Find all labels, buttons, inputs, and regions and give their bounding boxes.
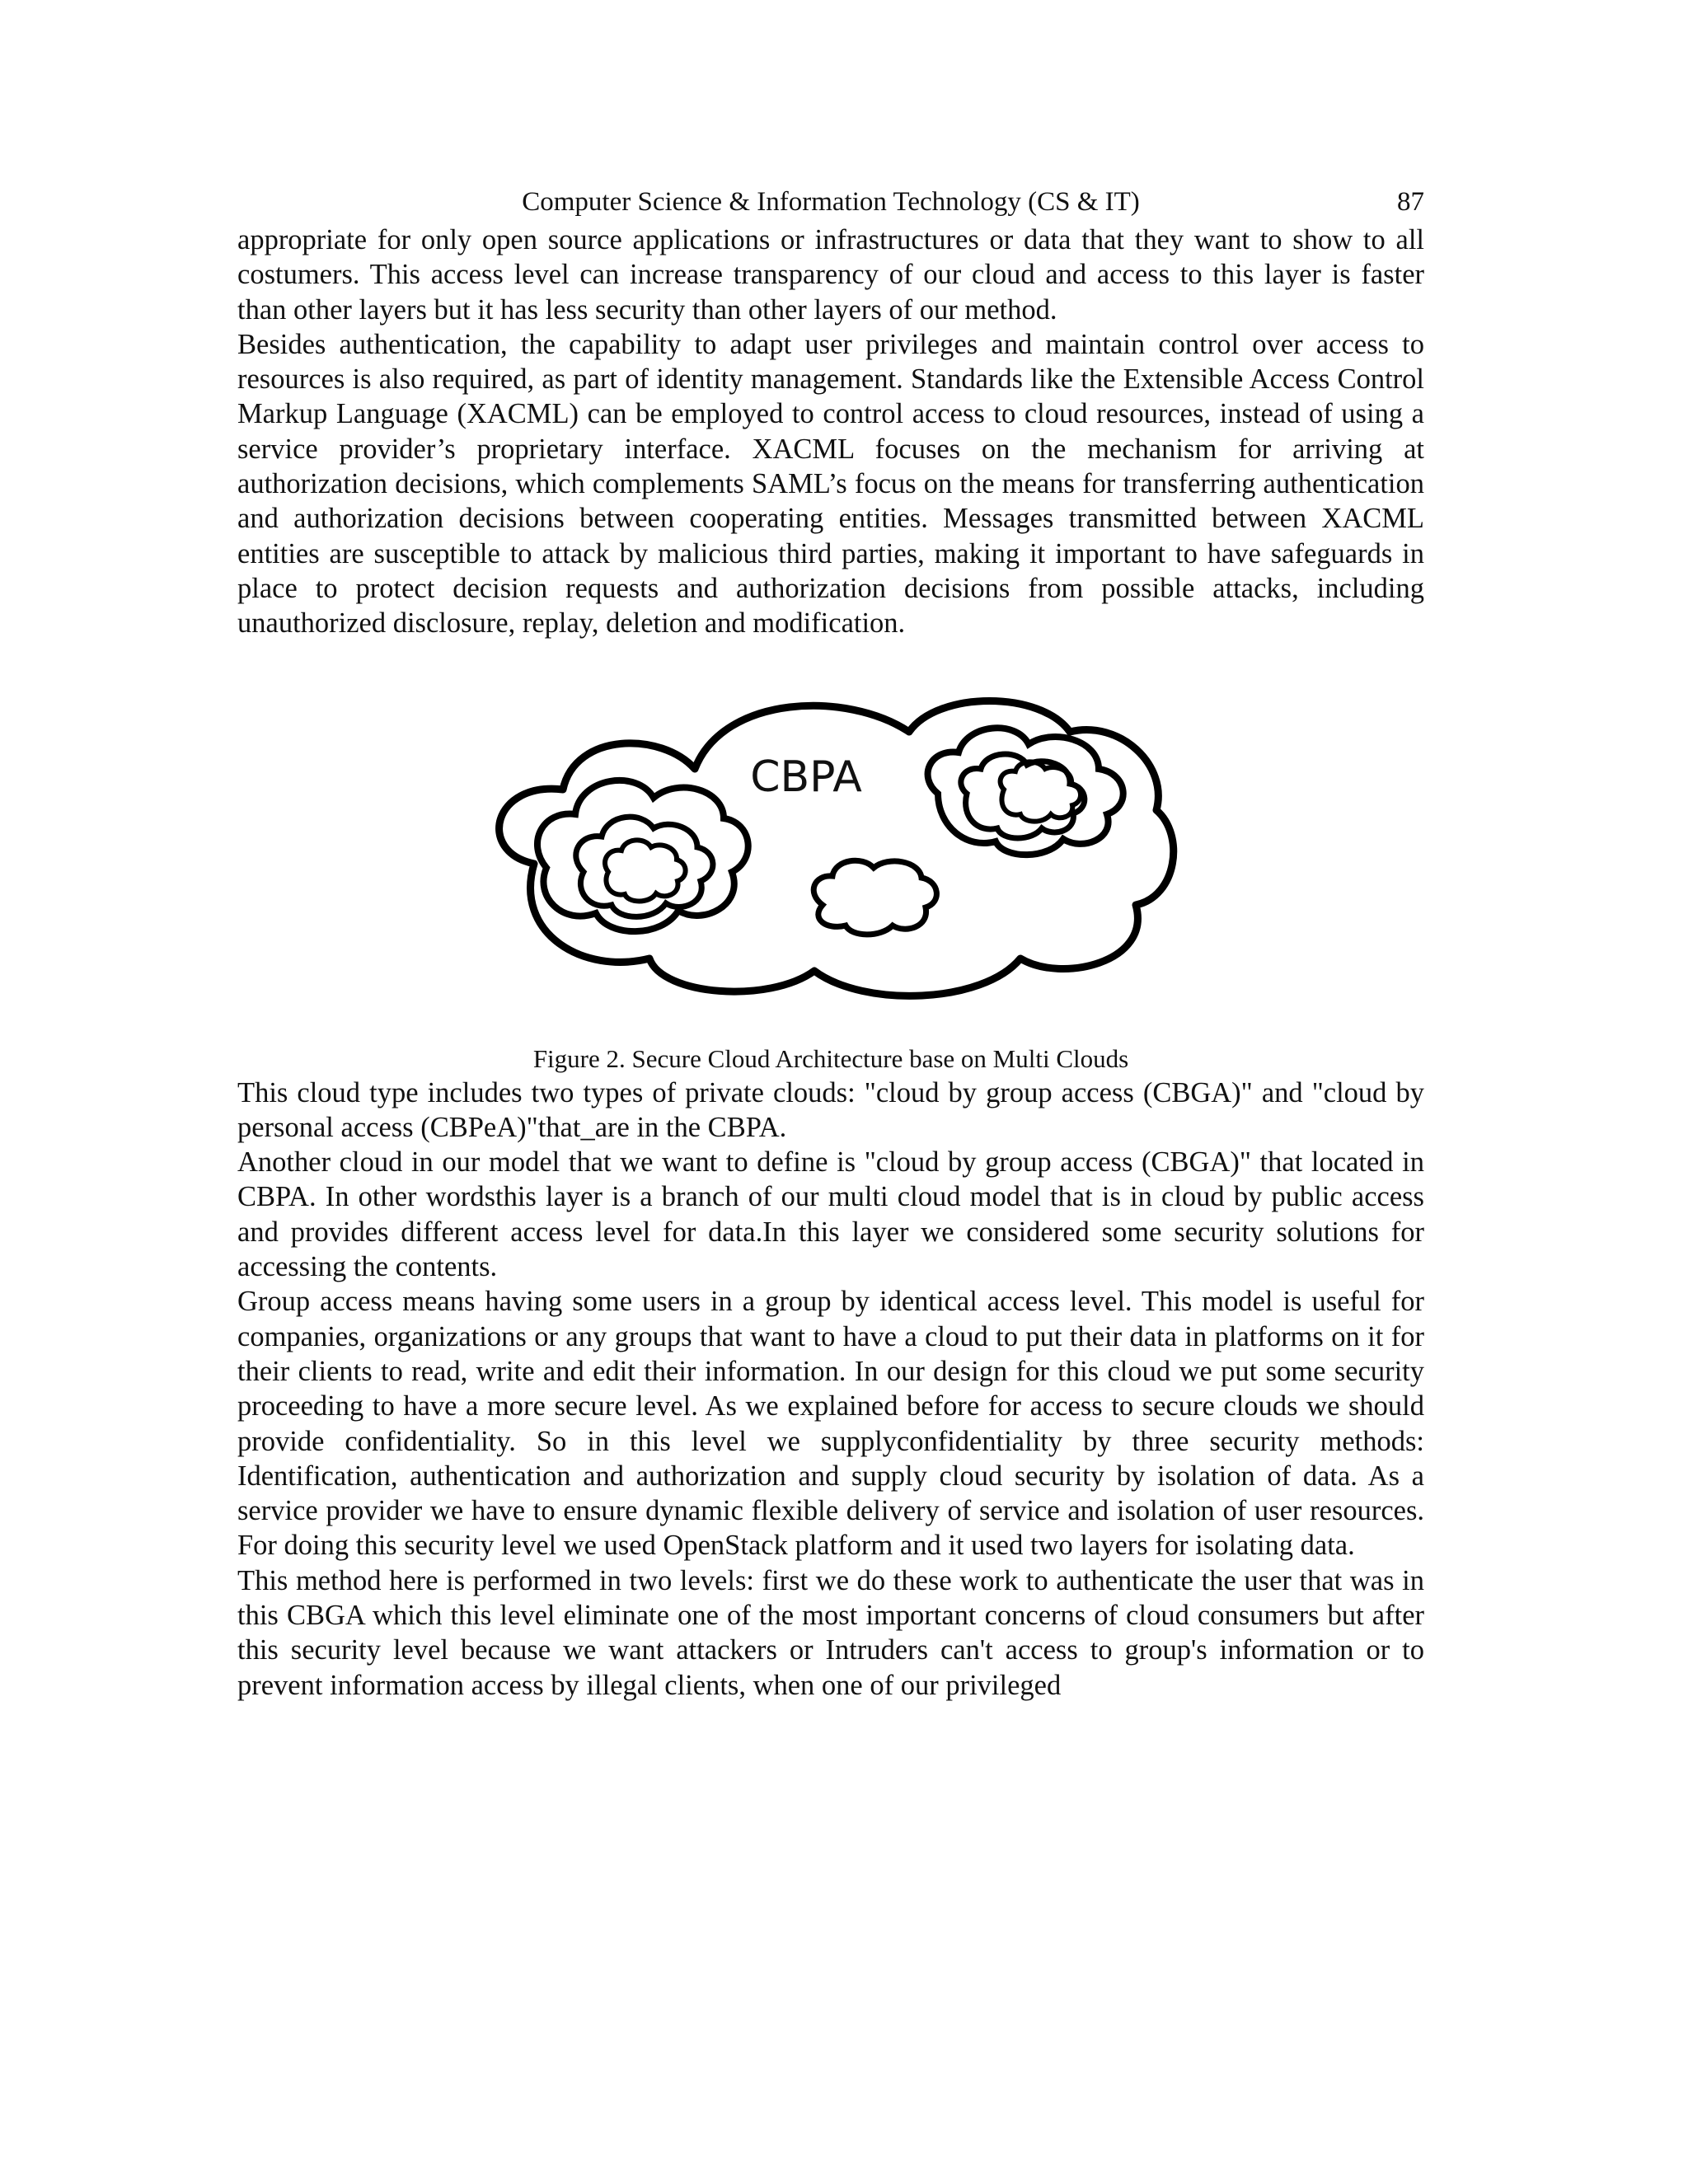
paragraph-cbga: Another cloud in our model that we want to define is "cloud by group access (CBGA)" that located in CBPA. In other wordsthis layer is a branch of our multi cloud model that is in cloud by public access and provides different access level for data.In this layer we considered some security solutions for accessing the contents. (237, 1146, 1424, 1283)
journal-title: Computer Science & Information Technology (CS & IT) (522, 187, 1140, 217)
right-cloud-inner (1001, 762, 1081, 821)
paragraph-cloud-type: This cloud type includes two types of private clouds: "cloud by group access (CBGA)" and "cloud by personal access (CBPeA)"that_are in the CBPA. (237, 1076, 1424, 1143)
figure-2 (237, 687, 1424, 1076)
paragraph-continuation: appropriate for only open source applications or infrastructures or data that they want to show to all costumers. This access level can increase transparency of our cloud and access to this layer is faster than other layers but it has less security than other layers of our method. (237, 224, 1424, 326)
left-cloud-inner (605, 840, 686, 901)
center-cloud (814, 860, 936, 935)
figure-caption: Figure 2. Secure Cloud Architecture base on Multi Clouds (532, 1043, 1129, 1073)
paragraph-two-levels: This method here is performed in two levels: first we do these work to authenticate the user that was in this CBGA which this level eliminate one of the most important concerns of cloud consumers but after this security level because we want attackers or Intruders can't access to group's information or to prevent information access by illegal clients, when one of our privileged (237, 1564, 1424, 1701)
page (237, 181, 1424, 1703)
paragraph-group-access: Group access means having some users in a group by identical access level. This model is useful for companies, organizations or any groups that want to have a cloud to put their data in platforms on it for their clients to read, write and edit their information. In our design for this cloud we put some security proceeding to have a more secure level. As we explained before for access to secure clouds we should provide confidentiality. So in this level we supplyconfidentiality by three security methods: Identification, authentication and authorization and supply cloud security by isolation of data. As a service provider we have to ensure dynamic flexible delivery of service and isolation of user resources. For doing this security level we used OpenStack platform and it used two layers for isolating data. (237, 1286, 1424, 1562)
multi-cloud-diagram (476, 687, 1185, 1008)
running-header (237, 181, 1424, 223)
outer-cloud-shape (499, 701, 1174, 996)
right-cloud-middle (961, 754, 1085, 838)
left-cloud-outer (537, 780, 748, 931)
page-number: 87 (1397, 187, 1424, 217)
cbpa-label: CBPA (750, 752, 862, 802)
paragraph-xacml: Besides authentication, the capability to adapt user privileges and maintain control over access to resources is also required, as part of identity management. Standards like the Extensible Access Control Markup Language (XACML) can be employed to control access to cloud resources, instead of using a service provider’s proprietary interface. XACML focuses on the mechanism for arriving at authorization decisions, which complements SAML’s focus on the means for transferring authentication and authorization decisions between cooperating entities. Messages transmitted between XACML entities are susceptible to attack by malicious third parties, making it important to have safeguards in place to protect decision requests and authorization decisions from possible attacks, including unauthorized disclosure, replay, deletion and modification. (237, 328, 1424, 640)
